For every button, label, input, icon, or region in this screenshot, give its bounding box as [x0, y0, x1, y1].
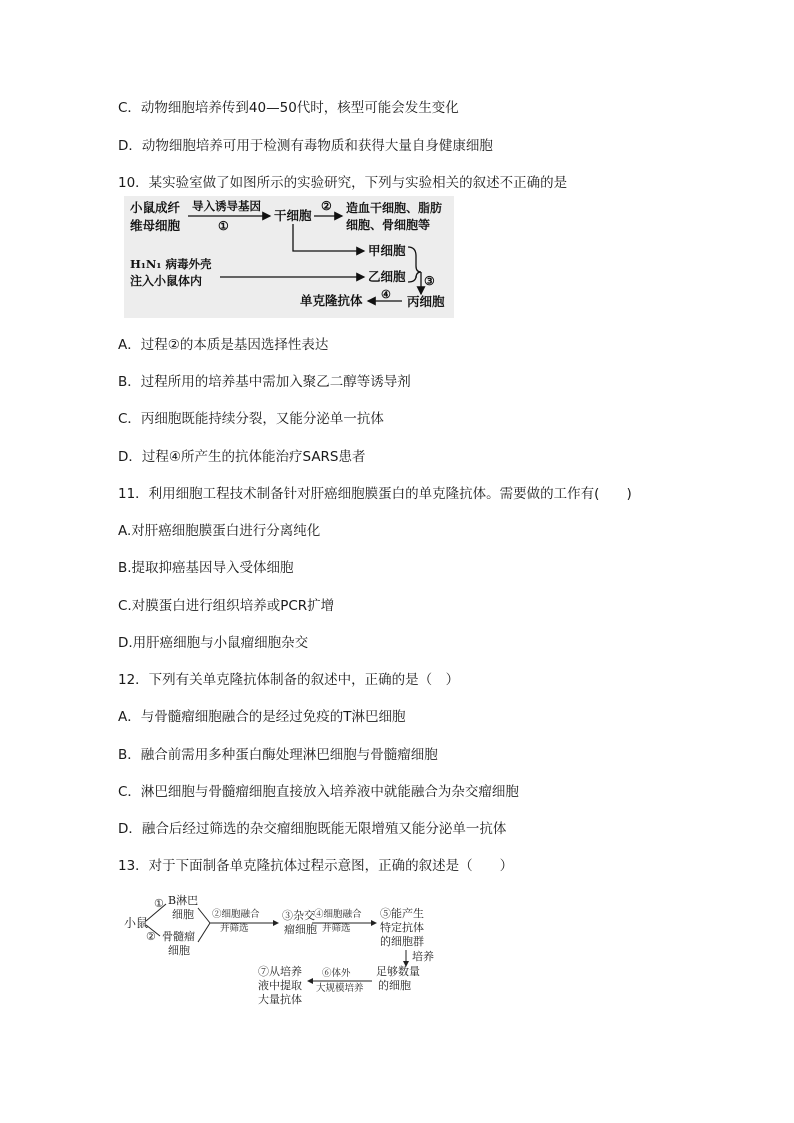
- fusion1-line2: 并筛选: [220, 923, 249, 934]
- option-a-q11: A.对肝癌细胞膜蛋白进行分离纯化: [118, 523, 321, 539]
- join-upper: [198, 908, 210, 923]
- cell-group-line2: 特定抗体: [380, 921, 424, 934]
- cell-group-line3: 的细胞群: [380, 935, 424, 948]
- in-vitro-line2: 大规模培养: [316, 983, 364, 994]
- stem-cell: 干细胞: [274, 208, 312, 223]
- option-c-q11: C.对膜蛋白进行组织培养或PCR扩增: [118, 598, 335, 614]
- hybridoma-line2: 瘤细胞: [284, 923, 317, 936]
- fusion1-line1: ②细胞融合: [212, 909, 260, 920]
- source-cell-line2: 维母细胞: [130, 218, 181, 233]
- join-lower: [198, 923, 210, 942]
- in-vitro-line1: ⑥体外: [322, 968, 351, 979]
- option-b-q12: B．融合前需用多种蛋白酶处理淋巴细胞与骨髓瘤细胞: [118, 747, 438, 763]
- figure-q10-diagram: [124, 196, 454, 318]
- enough-cells-line2: 的细胞: [378, 979, 411, 992]
- hybridoma-line1: ③杂交: [282, 909, 315, 922]
- option-a-q12: A．与骨髓瘤细胞融合的是经过免疫的T淋巴细胞: [118, 709, 406, 725]
- enough-cells-line1: 足够数量: [376, 965, 420, 978]
- virus-line2: 注入小鼠体内: [130, 274, 203, 288]
- b-cell-line2: 细胞: [172, 908, 194, 921]
- mouse: 小鼠: [124, 916, 149, 930]
- option-d-q10: D．过程④所产生的抗体能治疗SARS患者: [118, 449, 366, 465]
- option-c-q10: C．丙细胞既能持续分裂，又能分泌单一抗体: [118, 411, 384, 427]
- monoclonal-antibody: 单克隆抗体: [300, 293, 363, 308]
- step1-label: 导入诱导基因: [192, 199, 261, 213]
- option-d-q11: D.用肝癌细胞与小鼠瘤细胞杂交: [118, 635, 309, 651]
- question-10: 10．某实验室做了如图所示的实验研究，下列与实验相关的叙述不正确的是: [118, 175, 568, 191]
- products-line1: 造血干细胞、脂肪: [346, 201, 443, 215]
- option-b-q11: B.提取抑癌基因导入受体细胞: [118, 560, 294, 576]
- brace-a-b: [408, 247, 421, 282]
- myeloma-line2: 细胞: [168, 944, 190, 957]
- figure-q13-diagram: [122, 890, 448, 1006]
- extract-line2: 液中提取: [258, 979, 302, 992]
- products-line2: 细胞、骨细胞等: [346, 218, 431, 232]
- question-11: 11．利用细胞工程技术制备针对肝癌细胞膜蛋白的单克隆抗体。需要做的工作有( ): [118, 486, 632, 502]
- num-2: ②: [146, 930, 156, 943]
- virus-line1: H₁N₁ 病毒外壳: [130, 257, 212, 271]
- step3-number: ③: [424, 274, 435, 288]
- figure-q10-svg: [124, 196, 454, 318]
- fusion2-line1: ④细胞融合: [314, 909, 362, 920]
- myeloma-line1: 骨髓瘤: [162, 930, 195, 943]
- cell-c: 丙细胞: [407, 294, 445, 309]
- b-cell-line1: B淋巴: [168, 894, 199, 907]
- source-cell-line1: 小鼠成纤: [130, 200, 181, 215]
- step1-number: ①: [218, 219, 229, 233]
- figure-q13-svg: [122, 890, 448, 1006]
- option-d-q12: D．融合后经过筛选的杂交瘤细胞既能无限增殖又能分泌单一抗体: [118, 821, 507, 837]
- option-c-q9: C．动物细胞培养传到40—50代时，核型可能会发生变化: [118, 100, 459, 116]
- option-d-q9: D．动物细胞培养可用于检测有毒物质和获得大量自身健康细胞: [118, 138, 493, 154]
- cell-group-line1: ⑤能产生: [380, 907, 424, 920]
- option-b-q10: B．过程所用的培养基中需加入聚乙二醇等诱导剂: [118, 374, 411, 390]
- extract-line1: ⑦从培养: [258, 965, 302, 978]
- num-1: ①: [154, 897, 164, 910]
- cell-a: 甲细胞: [368, 243, 406, 258]
- option-a-q10: A．过程②的本质是基因选择性表达: [118, 337, 329, 353]
- question-13: 13．对于下面制备单克隆抗体过程示意图，正确的叙述是（ ）: [118, 858, 514, 874]
- question-12: 12．下列有关单克隆抗体制备的叙述中，正确的是（ ）: [118, 672, 460, 688]
- option-c-q12: C．淋巴细胞与骨髓瘤细胞直接放入培养液中就能融合为杂交瘤细胞: [118, 784, 519, 800]
- culture-label: 培养: [412, 950, 434, 963]
- extract-line3: 大量抗体: [258, 993, 302, 1006]
- cell-b: 乙细胞: [368, 269, 406, 284]
- step4-number: ④: [381, 288, 391, 301]
- step2-number: ②: [321, 199, 332, 213]
- fusion2-line2: 并筛选: [322, 923, 351, 934]
